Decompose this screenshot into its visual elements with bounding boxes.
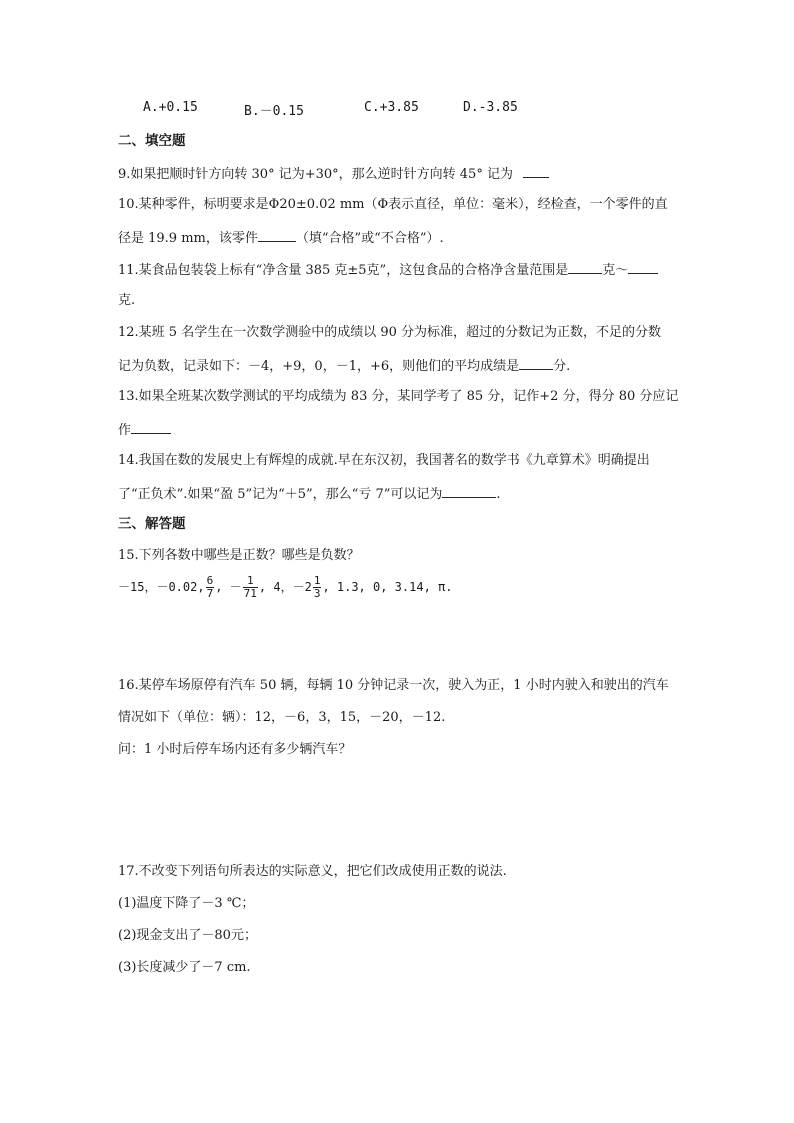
question-10-text: 径是 19.9 mm，该零件 <box>118 231 258 246</box>
number-list-part: , 1.3, 0, 3.14, π. <box>322 580 453 594</box>
fraction <box>313 575 322 600</box>
question-10-text-end: （填“合格”或“不合格”）. <box>295 231 444 246</box>
question-11-line2: 克. <box>118 293 136 308</box>
fraction-denominator: 3 <box>313 587 321 600</box>
fraction-denominator: 7 <box>206 587 214 600</box>
section-answer-title: 三、解答题 <box>118 516 186 532</box>
question-17-line1: 17.不改变下列语句所表达的实际意义，把它们改成使用正数的说法. <box>118 864 507 879</box>
number-list-part: －15，－0.02, <box>118 580 205 594</box>
question-9 <box>118 163 549 185</box>
number-list-part: , － <box>215 580 242 594</box>
question-16-line1: 16.某停车场原停有汽车 50 辆，每辆 10 分钟记录一次，驶入为正，1 小时内驶入和驶出的汽车 <box>118 678 669 693</box>
question-13-text: 作 <box>118 423 132 438</box>
answer-blank[interactable] <box>258 227 296 242</box>
choice-a: A.+0.15 <box>143 100 198 115</box>
question-13-line2 <box>118 419 171 441</box>
question-14-text-end: . <box>496 487 501 502</box>
fraction-denominator: 71 <box>243 587 257 600</box>
question-17-item1: (1)温度下降了－3 ℃； <box>118 896 255 911</box>
number-list-part: , 4，－2 <box>258 580 312 594</box>
fraction-numerator: 6 <box>206 574 214 587</box>
answer-blank[interactable] <box>519 355 553 370</box>
question-10-line1: 10.某种零件，标明要求是Φ20±0.02 mm（Φ表示直径，单位：毫米），经检查，一个零件的直 <box>118 197 668 212</box>
question-17-item2: (2)现金支出了－80元； <box>118 928 257 943</box>
answer-blank[interactable] <box>131 419 171 434</box>
question-12-text-end: 分. <box>553 359 571 374</box>
choice-c: C.+3.85 <box>364 100 419 115</box>
question-16-line2: 情况如下（单位：辆）：12，－6，3，15，－20，－12. <box>118 710 446 725</box>
fraction-numerator: 1 <box>243 575 258 588</box>
choice-b: B.－0.15 <box>244 104 304 119</box>
question-9-text: 9.如果把顺时针方向转 30° 记为+30°，那么逆时针方向转 45° 记为 <box>118 167 513 182</box>
question-12-line1: 12.某班 5 名学生在一次数学测验中的成绩以 90 分为标准，超过的分数记为正数，不足的分数 <box>118 325 662 340</box>
answer-blank[interactable] <box>442 483 496 498</box>
choice-d: D.-3.85 <box>463 100 518 115</box>
question-11-text-mid: 克～ <box>602 263 629 278</box>
fraction <box>206 575 215 600</box>
question-16-line3: 问：1 小时后停车场内还有多少辆汽车？ <box>118 742 352 757</box>
question-17-item3: (3)长度减少了－7 cm. <box>118 960 251 975</box>
answer-blank[interactable] <box>523 163 549 178</box>
question-14-line1: 14.我国在数的发展史上有辉煌的成就.早在东汉初，我国著名的数学书《九章算术》明确提出 <box>118 453 650 468</box>
question-15-numbers <box>118 574 452 600</box>
question-15-line1: 15.下列各数中哪些是正数？哪些是负数？ <box>118 548 360 563</box>
question-10-line2 <box>118 227 444 249</box>
fraction <box>243 575 258 600</box>
section-fill-in-title: 二、填空题 <box>118 133 186 149</box>
question-14-line2 <box>118 483 501 505</box>
answer-blank[interactable] <box>568 259 602 274</box>
question-12-text: 记为负数，记录如下：－4，+9，0，－1，+6，则他们的平均成绩是 <box>118 359 520 374</box>
question-11-line1 <box>118 259 658 281</box>
fraction-numerator: 1 <box>313 574 321 587</box>
question-11-text: 11.某食品包装袋上标有“净含量 385 克±5克”，这包食品的合格净含量范围是 <box>118 263 569 278</box>
question-12-line2 <box>118 355 570 377</box>
answer-blank[interactable] <box>628 259 658 274</box>
question-13-line1: 13.如果全班某次数学测试的平均成绩为 83 分，某同学考了 85 分，记作+2 分，得分 80 分应记 <box>118 389 679 404</box>
question-14-text: 了“正负术”.如果“盈 5”记为“＋5”，那么“亏 7”可以记为 <box>118 487 443 502</box>
